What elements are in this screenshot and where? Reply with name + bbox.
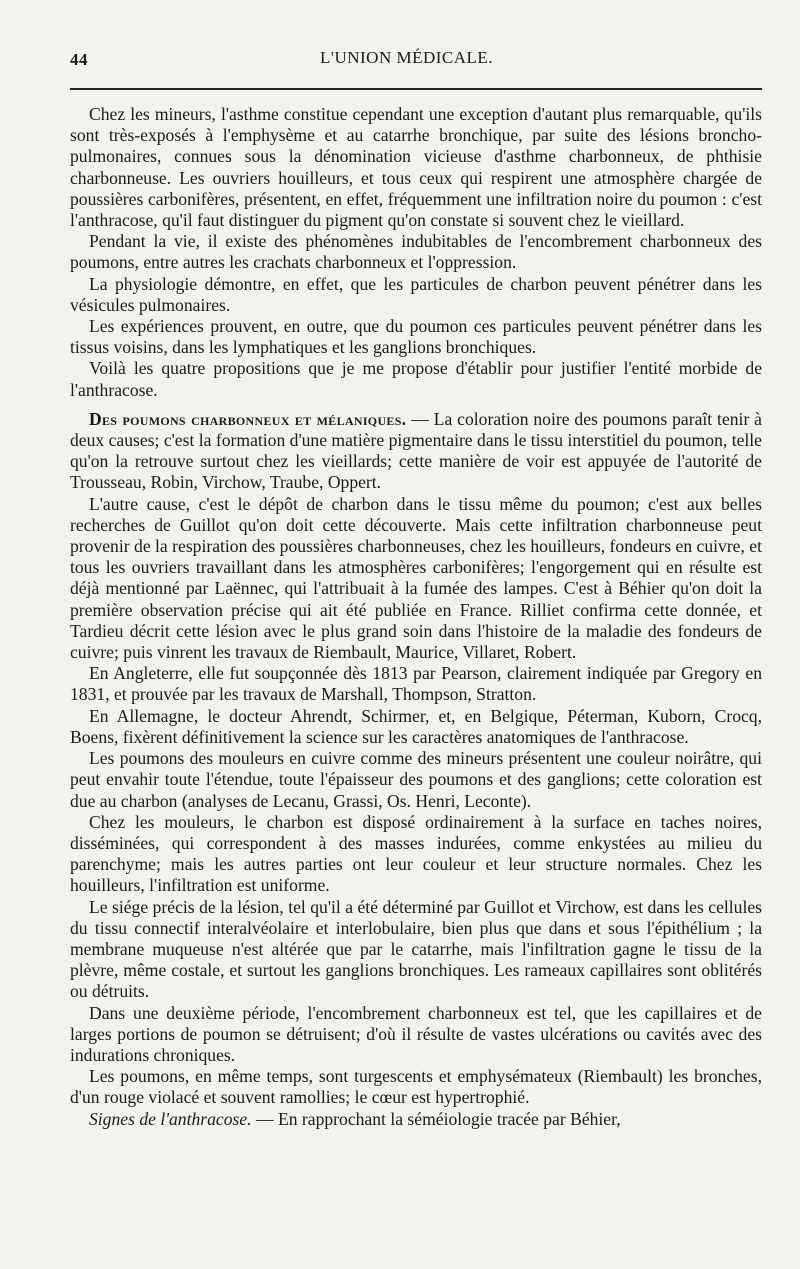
paragraph: Les poumons des mouleurs en cuivre comme des mineurs présentent une couleur noirâtre, qui peut envahir toute l'étendue, toute l'épaisseur des poumons et des ganglions; cette coloration est due au charbon (analyses de Lecanu, Grassi, Os. Henri, Leconte). [70, 748, 762, 811]
header-rule [70, 88, 762, 90]
paragraph: En Allemagne, le docteur Ahrendt, Schirmer, et, en Belgique, Péterman, Kuborn, Crocq, Boens, fixèrent définitivement la science sur les caractères anatomiques de l'anthracose. [70, 705, 762, 747]
section-paragraph: Des poumons charbonneux et mélaniques. — La coloration noire des poumons paraît tenir à deux causes; c'est la formation d'une matière pigmentaire dans le tissu interstitiel du poumon, telle qu'on la retrouve surtout chez les vieillards; cette manière de voir est appuyée de l'autorité de Trousseau, Robin, Virchow, Traube, Oppert. [70, 408, 762, 493]
running-title: L'UNION MÉDICALE. [320, 48, 494, 67]
paragraph: L'autre cause, c'est le dépôt de charbon dans le tissu même du poumon; c'est aux belles recherches de Guillot qu'on doit cette découverte. Mais cette infiltration charbonneuse peut provenir de la respiration des poussières charbonneuses, chez les houilleurs, fondeurs en cuivre, et tous les ouvriers travaillant dans les atmosphères carbonifères; l'engorgement qui en résulte est déjà mentionné par Laënnec, qui l'attribuait à la fumée des lampes. C'est à Béhier qu'on doit la première observation précise qui ait été publiée en France. Rilliet confirma cette donnée, et Tardieu décrit cette lésion avec le plus grand soin dans l'histoire de la maladie des fondeurs de cuivre; puis vinrent les travaux de Riembault, Maurice, Villaret, Robert. [70, 493, 762, 663]
section-heading-italic: Signes de l'anthracose. [89, 1108, 252, 1129]
article-body [70, 104, 762, 1130]
paragraph: En Angleterre, elle fut soupçonnée dès 1813 par Pearson, clairement indiquée par Gregory en 1831, et prouvée par les travaux de Marshall, Thompson, Stratton. [70, 663, 762, 705]
paragraph: Voilà les quatre propositions que je me propose d'établir pour justifier l'entité morbide de l'anthracose. [70, 358, 762, 400]
section-paragraph: Signes de l'anthracose. — En rapprochant la séméiologie tracée par Béhier, [89, 1108, 621, 1129]
page-number: 44 [70, 50, 88, 69]
paragraph: Chez les mouleurs, le charbon est disposé ordinairement à la surface en taches noires, disséminées, qui correspondent à des masses indurées, comme enkystées au milieu du parenchyme; mais les autres parties ont leur couleur et leur structure normales. Chez les houilleurs, l'infiltration est uniforme. [70, 811, 762, 896]
paragraph: Pendant la vie, il existe des phénomènes indubitables de l'encombrement charbonneux des poumons, entre autres les crachats charbonneux et l'oppression. [70, 231, 762, 273]
paragraph: Le siége précis de la lésion, tel qu'il a été déterminé par Guillot et Virchow, est dans les cellules du tissu connectif interalvéolaire et interlobulaire, bien plus que dans et sous l'épithélium ; la membrane muqueuse n'est altérée que par le catarrhe, mais l'infiltration gagne le tissu de la plèvre, même costale, et surtout les ganglions bronchiques. Les rameaux capillaires sont oblitérés ou détruits. [70, 896, 762, 1002]
paragraph: Chez les mineurs, l'asthme constitue cependant une exception d'autant plus remarquable, qu'ils sont très-exposés à l'emphysème et au catarrhe bronchique, par suite des lésions broncho-pulmonaires, connues sous la dénomination vicieuse d'asthme charbonneux, de phthisie charbonneuse. Les ouvriers houilleurs, et tous ceux qui respirent une atmosphère chargée de poussières carbonifères, présentent, en effet, fréquemment une infiltration noire du poumon : c'est l'anthracose, qu'il faut distinguer du pigment qu'on constate si souvent chez le vieillard. [70, 104, 762, 231]
paragraph: Les expériences prouvent, en outre, que du poumon ces particules peuvent pénétrer dans les tissus voisins, dans les lymphatiques et les ganglions bronchiques. [70, 316, 762, 358]
section-heading: Des poumons charbonneux et mélaniques. [89, 408, 407, 429]
paragraph: La physiologie démontre, en effet, que les particules de charbon peuvent pénétrer dans les vésicules pulmonaires. [70, 273, 762, 315]
page-header [70, 44, 762, 72]
paragraph: Dans une deuxième période, l'encombrement charbonneux est tel, que les capillaires et de larges portions de poumon se détruisent; d'où il résulte de vastes ulcérations ou cavités avec des indurations chroniques. [70, 1002, 762, 1065]
paragraph: Les poumons, en même temps, sont turgescents et emphysémateux (Riembault) les bronches, d'un rouge violacé et souvent ramollies; le cœur est hypertrophié. [70, 1066, 762, 1108]
